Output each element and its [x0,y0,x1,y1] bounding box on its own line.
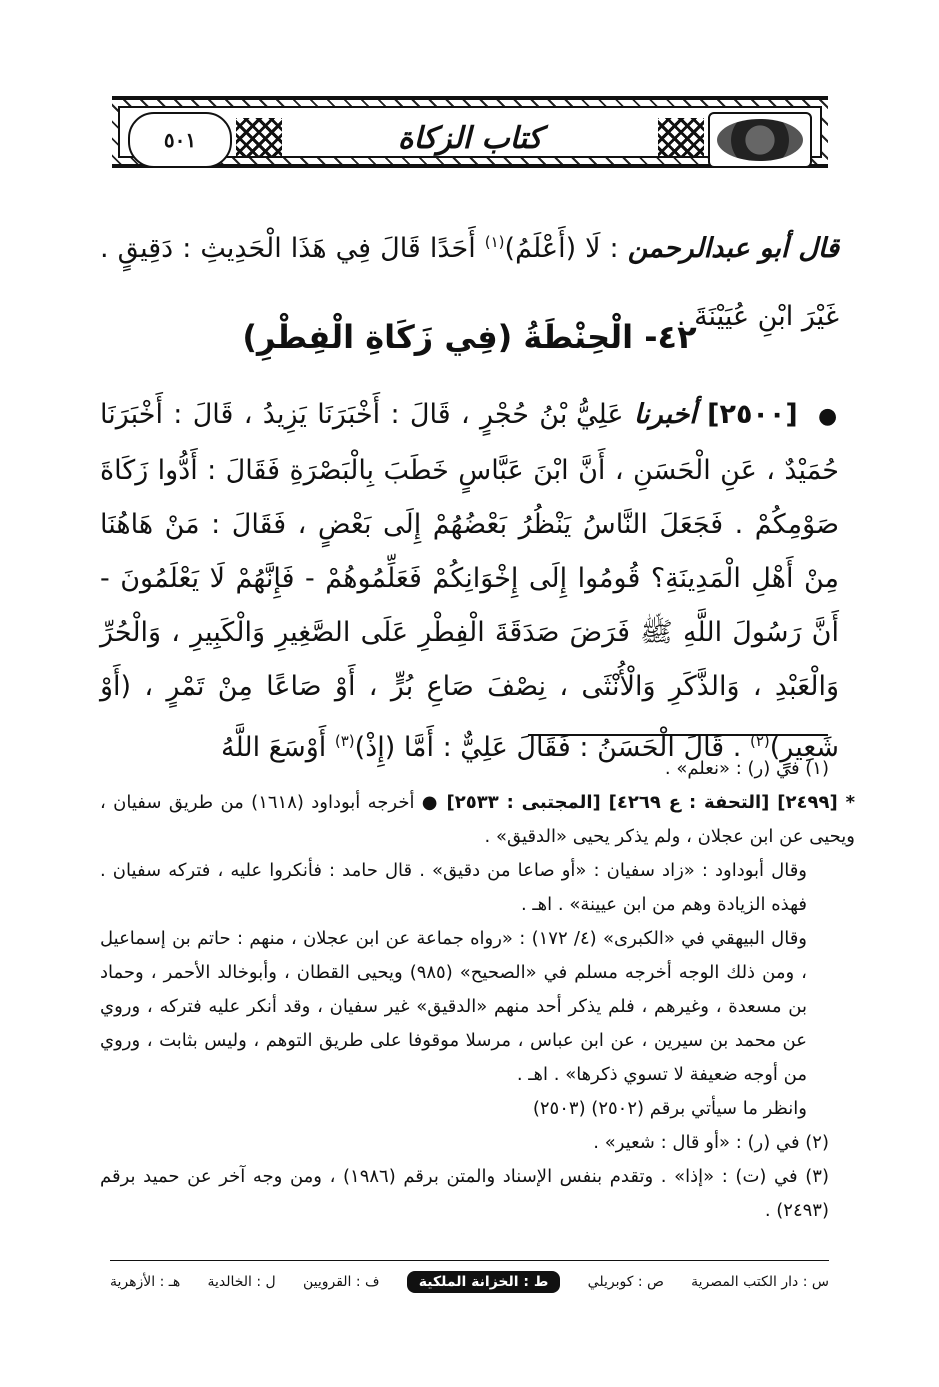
hadith-text-b: . قَالَ الْحَسَنُ : فَقَالَ عَلِيٌّ : أَمَّا (إِذْ) [354,732,742,763]
hadith-paragraph [100,388,839,775]
legend-item: هـ : الأزهرية [110,1274,181,1290]
bullet-icon: ● [818,404,839,429]
legend-item: ص : كوبريلي [587,1274,664,1290]
takhrij-bayhaqi: وقال البيهقي في «الكبرى» (٤/ ١٧٢) : «رواه جماعة عن ابن عجلان ، منهم : حاتم بن إسماعيل ، ومن ذلك الوجه أخرجه مسلم في «الصحيح» (٩٨٥) ويحيى القطان ، وأبوخالد الأحمر ، وحماد بن مسعدة ، وغيرهم ، فلم يذكر أحد منهم «الدقيق» غير سفيان ، وقد أنكر عليه فتركه ، وروي عن محمد بن سيرين ، عن ابن عباس ، مرسلا موقوفا على طريق التوهم ، وليس بثابت ، وروي من أوجه ضعيفة لا تسوي ذكرها» . اهـ . [100,928,807,1085]
footnote-3: (٣) في (ت) : «إذا» . وتقدم بنفس الإسناد والمتن برقم (١٩٨٦) ، ومن وجه آخر عن حميد برقم (٢٤٩٣) . [100,1166,829,1221]
hadith-text-c: أَوْسَعَ اللَّهُ [221,732,327,763]
legend-separator [110,1260,829,1261]
legend-item: س : دار الكتب المصرية [691,1274,829,1290]
hadith-text-a: عَلِيُّ بْنُ حُجْرٍ ، قَالَ : أَخْبَرَنَا يَزِيدُ ، قَالَ : أَخْبَرَنَا حُمَيْدٌ ، عَنِ الْحَسَنِ ، أَنَّ ابْنَ عَبَّاسٍ خَطَبَ بِالْبَصْرَةِ فَقَالَ : أَدُّوا زَكَاةَ صَوْمِكُمْ . فَجَعَلَ النَّاسُ يَنْظُرُ بَعْضُهُمْ إِلَى بَعْضٍ ، فَقَالَ : مَنْ هَاهُنَا مِنْ أَهْلِ الْمَدِينَةِ؟ قُومُوا إِلَى إِخْوَانِكُمْ فَعَلِّمُوهُمْ - فَإِنَّهُمْ لَا يَعْلَمُونَ - أَنَّ رَسُولَ اللَّهِ ﷺ فَرَضَ صَدَقَةَ الْفِطْرِ عَلَى الصَّغِيرِ وَالْكَبِيرِ ، وَالْحُرِّ وَالْعَبْدِ ، وَالذَّكَرِ وَالْأُنْثَى ، نِصْفَ صَاعِ بُرٍّ ، أَوْ صَاعًا مِنْ تَمْرٍ ، (أَوْ شَعِيرٍ) [100,399,839,763]
ornament-knot-icon [236,118,282,158]
footnotes [100,752,856,1228]
seal-logo-icon [717,119,803,161]
takhrij-text: ● أخرجه أبوداود (١٦١٨) من طريق سفيان ، ويحيى عن ابن عجلان ، ولم يذكر يحيى «الدقيق» . [100,792,855,847]
footnote-ref-3[interactable]: (٣) [334,732,355,750]
header-frame [118,106,822,158]
hadith-number: [٢٥٠٠] [707,399,798,430]
page-header [112,96,828,168]
footnote-2: (٢) في (ر) : «أو قال : شعير» . [593,1132,829,1153]
intro-text-a: : لَا (أَعْلَمُ) [504,233,619,264]
footnote-ref-1[interactable]: (١) [484,233,505,251]
footnote-ref-2[interactable]: (٢) [749,732,770,750]
legend-item-active: ط : الخزانة الملكية [407,1271,561,1293]
page-number: ٥٠١ [128,112,232,168]
hadith-opener: أخبرنا [633,399,697,430]
legend-item: ف : القرويين [302,1274,380,1290]
takhrij-ref: * [٢٤٩٩] [التحفة : ع ٤٢٦٩] [المجتبى : ٢٥٣٣] [446,792,856,813]
legend-item: ل : الخالدية [207,1274,276,1290]
footnote-1: (١) في (ر) : «نعلم» . [664,758,829,779]
takhrij-note [100,786,855,854]
speaker: قال أبو عبدالرحمن [627,233,839,264]
takhrij-see-also: وانظر ما سيأتي برقم (٢٥٠٢) (٢٥٠٣) [532,1098,807,1119]
intro-text-b: أَحَدًا قَالَ فِي هَذَا الْحَدِيثِ : دَقِيقٍ . غَيْرَ ابْنِ عُيَيْنَةَ . [100,233,839,332]
footnote-separator [528,734,828,736]
takhrij-abudawud: وقال أبوداود : «زاد سفيان : «أو صاعا من دقيق» . قال حامد : فأنكروا عليه ، فتركه سفيان . فهذه الزيادة وهم من ابن عيينة» . اهـ . [100,860,807,915]
book-title: كتاب الزكاة [397,120,543,156]
section-heading: ٤٢- الْحِنْطَةُ (فِي زَكَاةِ الْفِطْرِ) [242,318,697,356]
ornament-knot-icon [658,118,704,158]
logo-frame [708,112,812,168]
manuscript-legend [110,1266,829,1298]
